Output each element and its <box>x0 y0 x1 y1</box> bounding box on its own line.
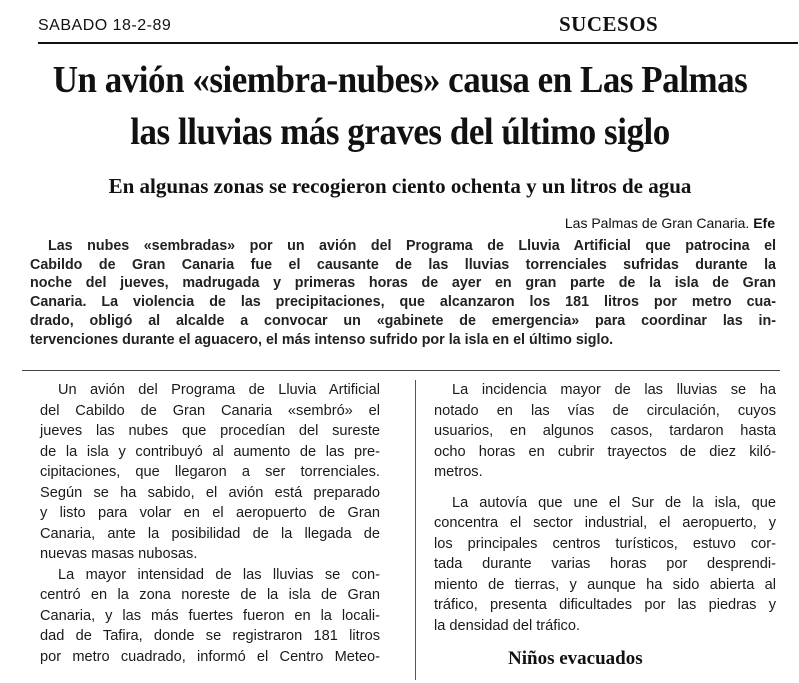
body-line: ocho horas en cubrir trayectos de diez kiló- <box>434 443 776 460</box>
section-subtitle: Niños evacuados <box>508 648 643 669</box>
body-line: de la isla y contribuyó al aumento de las pre- <box>40 443 380 460</box>
body-line: tráfico, presenta dificultades por las piedras y <box>434 597 776 613</box>
body-line: metros. <box>434 464 483 480</box>
body-line: Canaria, y las más fuertes fueron en la locali- <box>40 607 380 624</box>
lead-divider <box>22 370 780 371</box>
lead-line: drado, obligó al alcalde a convocar un «gabinete de emergencia» para coordinar las in- <box>30 312 776 329</box>
issue-date: SABADO 18-2-89 <box>38 17 172 34</box>
header-rule <box>38 42 798 44</box>
subheadline: En algunas zonas se recogieron ciento ochenta y un litros de agua <box>108 174 692 198</box>
body-line: usuarios, en algunos casos, tardaron hasta <box>434 423 776 439</box>
body-line: Un avión del Programa de Lluvia Artificial <box>58 382 380 398</box>
body-line: Canaria, ante la posibilidad de la llegada de <box>40 525 380 542</box>
lead-paragraph <box>30 237 776 349</box>
lead-line: tervenciones durante el aguacero, el más intenso sufrido por la isla en el último siglo. <box>30 331 614 348</box>
paragraph-gap <box>434 483 776 493</box>
left-column <box>40 380 380 667</box>
body-line: del Cabildo de Gran Canaria «sembró» el <box>40 402 380 419</box>
lead-line: Canaria. La violencia de las precipitaciones, que alcanzaron los 181 litros por metro cua- <box>30 294 776 311</box>
column-divider <box>415 380 416 680</box>
dateline-place: Las Palmas de Gran Canaria. <box>564 215 750 231</box>
body-line: Según se ha sabido, el avión está preparado <box>40 484 380 501</box>
lead-line: Cabildo de Gran Canaria fue el causante de las lluvias torrenciales sufridas durante la <box>30 256 776 273</box>
headline <box>50 54 749 158</box>
body-line: notado en las vías de circulación, cuyos <box>434 402 776 419</box>
body-line: nuevas masas nubosas. <box>40 546 198 562</box>
right-column <box>434 380 776 636</box>
body-line: los principales centros turísticos, estuvo cor- <box>434 535 776 552</box>
body-line: por metro cuadrado, informó el Centro Meteo- <box>40 648 380 665</box>
headline-line: las lluvias más graves del último siglo <box>130 111 670 153</box>
headline-line: Un avión «siembra-nubes» causa en Las Palmas <box>52 59 748 101</box>
body-line: la densidad del tráfico. <box>434 617 581 634</box>
lead-line: noche del jueves, madrugada y primeras horas de ayer en gran parte de la isla de Gran <box>30 275 776 292</box>
body-line: La autovía que une el Sur de la isla, que <box>452 494 776 511</box>
section-name: SUCESOS <box>559 12 659 36</box>
body-line: La mayor intensidad de las lluvias se con- <box>58 566 380 583</box>
dateline <box>565 215 775 231</box>
body-line: centró en la zona noreste de la isla de Gran <box>40 587 380 603</box>
body-line: tada durante varias horas por desprendi- <box>434 556 776 572</box>
body-line: concentra el sector industrial, el aeropuerto, y <box>434 515 776 531</box>
body-line: dad de Tafira, donde se registraron 181 litros <box>40 628 380 644</box>
body-line: cipitaciones, que llegaron a ser torrenciales. <box>40 464 380 480</box>
body-line: y listo para volar en el aeropuerto de Gran <box>40 505 380 521</box>
dateline-agency: Efe <box>753 215 775 231</box>
body-line: La incidencia mayor de las lluvias se ha <box>452 382 776 398</box>
body-line: jueves las nubes que procedían del sureste <box>40 423 380 439</box>
body-line: miento de tierras, y aunque ha sido abierta al <box>434 576 776 593</box>
lead-line: Las nubes «sembradas» por un avión del Programa de Lluvia Artificial que patrocina el <box>48 238 776 254</box>
